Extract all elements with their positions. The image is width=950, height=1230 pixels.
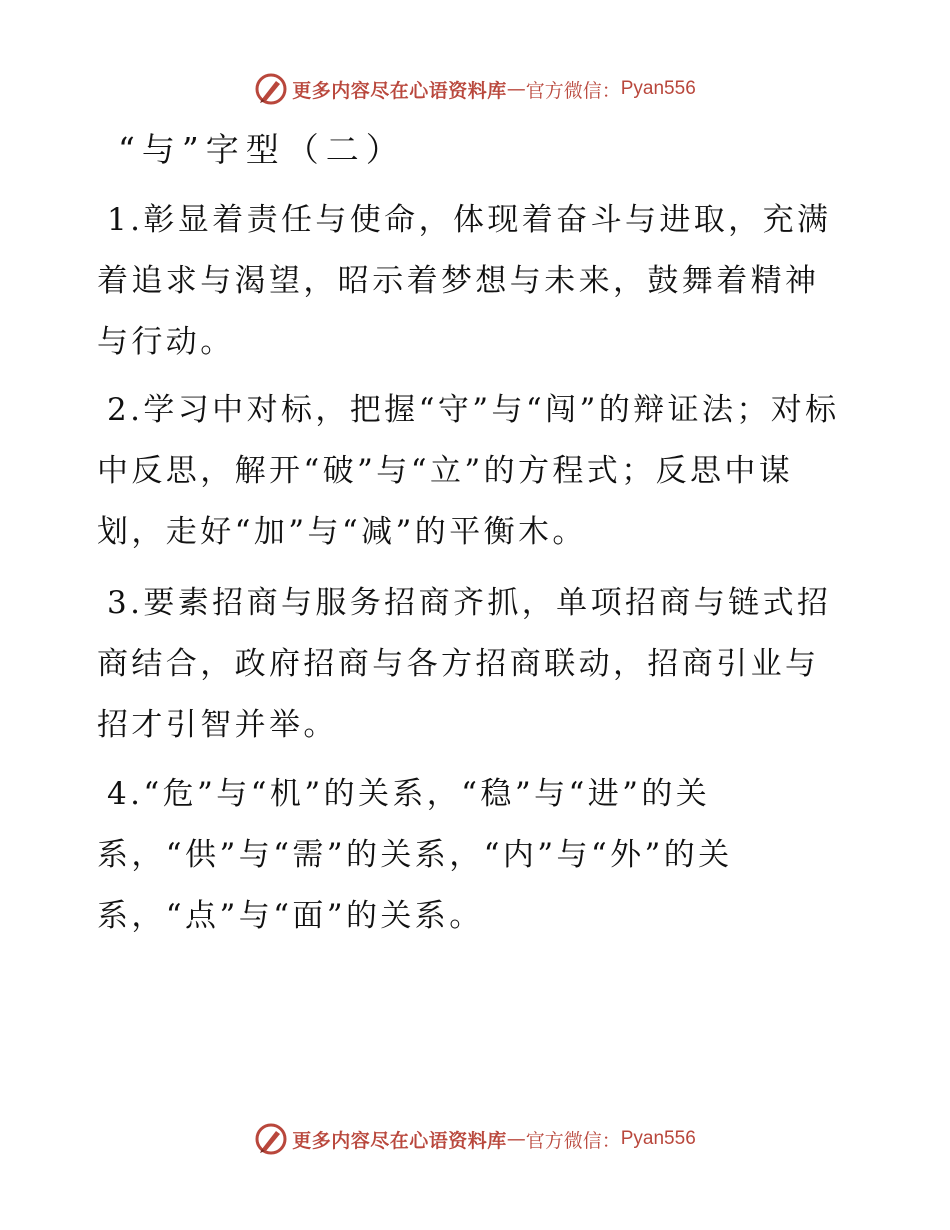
- paragraph-2: 2.学习中对标，把握“守”与“闯”的辩证法；对标中反思，解开“破”与“立”的方程式；反思中谋划，走好“加”与“减”的平衡木。: [97, 392, 840, 550]
- header-watermark: [0, 72, 950, 106]
- watermark-main-text: 更多内容尽在心语资料库: [292, 1129, 507, 1152]
- pen-logo-icon: [254, 1122, 288, 1156]
- paragraph-1: 1.彰显着责任与使命，体现着奋斗与进取，充满着追求与渴望，昭示着梦想与未来，鼓舞着精神与行动。: [97, 202, 832, 360]
- paragraph-3: 3.要素招商与服务招商齐抓，单项招商与链式招商结合，政府招商与各方招商联动，招商引业与招才引智并举。: [97, 585, 832, 743]
- document-title: “与”字型（二）: [118, 130, 406, 169]
- watermark-wechat-label: 官方微信：: [525, 1129, 621, 1152]
- pen-logo-icon: [254, 72, 288, 106]
- watermark-main-text: 更多内容尽在心语资料库: [292, 79, 507, 102]
- footer-watermark: [0, 1122, 950, 1156]
- watermark-wechat-id: Pyan556: [620, 78, 696, 99]
- watermark-dash: —: [506, 78, 526, 100]
- watermark-dash: —: [506, 1128, 526, 1150]
- watermark-wechat-label: 官方微信：: [525, 79, 621, 102]
- paragraph-4: 4.“危”与“机”的关系，“稳”与“进”的关系，“供”与“需”的关系，“内”与“外”的关系，“点”与“面”的关系。: [97, 776, 733, 934]
- watermark-wechat-id: Pyan556: [620, 1128, 696, 1149]
